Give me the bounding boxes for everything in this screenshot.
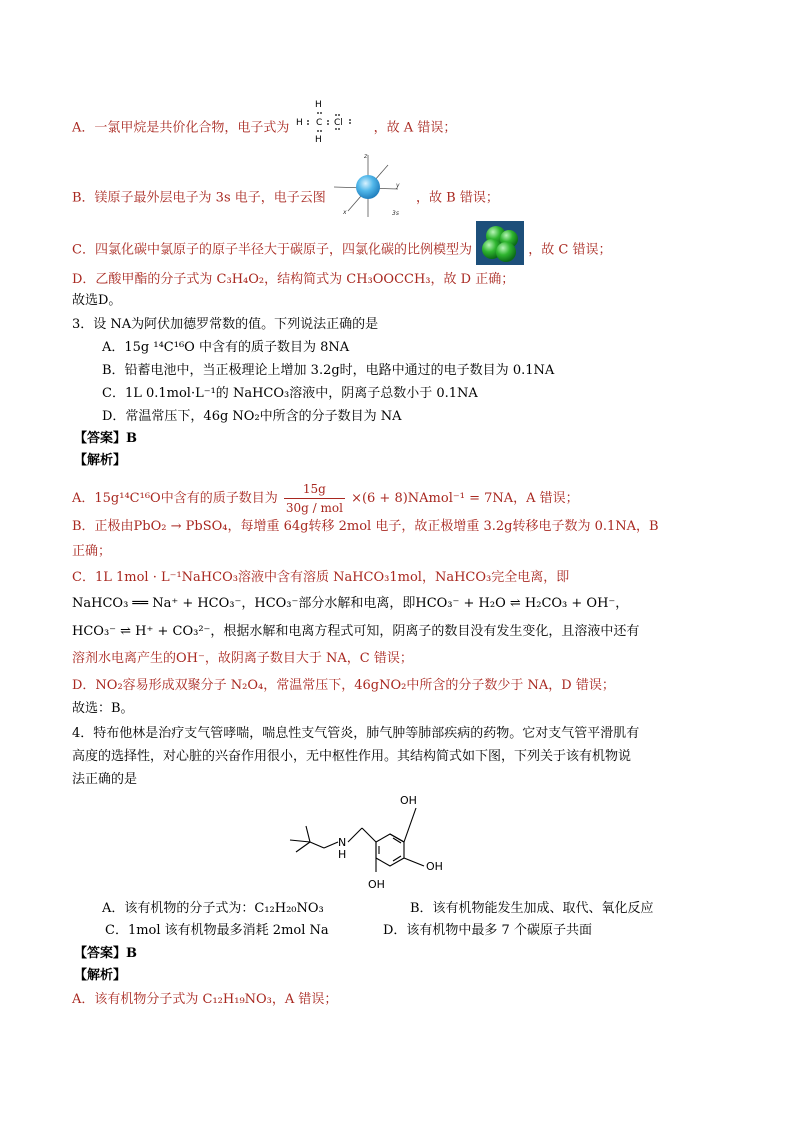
mol-h: H bbox=[338, 848, 347, 861]
ccl4-space-filling-model-icon bbox=[476, 221, 524, 265]
q4-stem-2: 高度的选择性，对心脏的兴奋作用很小，无中枢性作用。其结构简式如下图，下列关于该有机物说 bbox=[72, 749, 632, 764]
q4-analysis-label: 【解析】 bbox=[74, 968, 127, 983]
q3-option-b: B．铅蓄电池中，当正极理论上增加 3.2g时，电路中通过的电子数目为 0.1NA bbox=[102, 363, 555, 378]
axis-y: y bbox=[395, 182, 400, 189]
q4-answer: 【答案】B bbox=[74, 946, 137, 961]
q4-option-d: D．该有机物中最多 7 个碳原子共面 bbox=[383, 923, 592, 938]
q2-analysis-a: A．一氯甲烷是共价化合物，电子式为 H H C Cl H ，故 A 错误； bbox=[72, 100, 457, 144]
terbutaline-structure bbox=[286, 790, 466, 896]
q3-analysis-c4: 溶剂水电离产生的OH⁻，故阴离子数目大于 NA，C 错误； bbox=[72, 651, 413, 666]
lewis-h-top: H bbox=[314, 100, 322, 110]
mol-n: N bbox=[338, 836, 347, 849]
q3-option-c: C．1L 0.1mol·L⁻¹的 NaHCO₃溶液中，阴离子总数小于 0.1NA bbox=[102, 386, 478, 401]
fraction: $\frac{15g}{\text{30g / mol}}$ bbox=[285, 482, 343, 515]
q3-analysis-c3: HCO₃⁻ ⇌ H⁺ + CO₃²⁻，根据水解和电离方程式可知，阴离子的数目没有发生变化，且溶液中还有 bbox=[72, 624, 640, 639]
orbital-label: 3s bbox=[391, 210, 399, 217]
mol-oh-right: OH bbox=[426, 860, 443, 873]
s-orbital-cloud-icon bbox=[330, 151, 412, 221]
q3-stem: 3．设 NA为阿伏加德罗常数的值。下列说法正确的是 bbox=[72, 317, 379, 332]
q4-option-a: A．该有机物的分子式为：C₁₂H₂₀NO₃ bbox=[102, 901, 324, 916]
q4-stem-1: 4．特布他林是治疗支气管哮喘，喘息性支气管炎，肺气肿等肺部疾病的药物。它对支气管平滑肌有 bbox=[72, 726, 640, 741]
q2-analysis-b: B．镁原子最外层电子为 3s 电子，电子云图 z y x 3s ，故 B 错误； bbox=[72, 175, 499, 221]
q3-analysis-b1: B．正极由PbO₂ → PbSO₄，每增重 64g转移 2mol 电子，故正极增重 3.2g转移电子数为 0.1NA，B bbox=[72, 519, 659, 534]
axis-z: z bbox=[363, 153, 368, 160]
q3-analysis-label: 【解析】 bbox=[74, 453, 127, 468]
q3-analysis-b2: 正确； bbox=[72, 544, 112, 559]
lewis-cl: Cl bbox=[333, 118, 343, 128]
q4-analysis-a: A．该有机物分子式为 C₁₂H₁₉NO₃，A 错误； bbox=[72, 992, 338, 1007]
lewis-h-bottom: H bbox=[314, 135, 322, 144]
q3-analysis-c2: NaHCO₃ ══ Na⁺ + HCO₃⁻，HCO₃⁻部分水解和电离，即HCO₃⁻ + H₂O ⇌ H₂CO₃ + OH⁻， bbox=[72, 596, 629, 611]
q4-option-c: C．1mol 该有机物最多消耗 2mol Na bbox=[105, 923, 329, 938]
q3-analysis-c1: C．1L 1mol · L⁻¹NaHCO₃溶液中含有溶质 NaHCO₃1mol，NaHCO₃完全电离，即 bbox=[72, 570, 570, 585]
mol-oh-bottom: OH bbox=[368, 878, 385, 891]
q3-analysis-a: A．15g¹⁴C¹⁶O中含有的质子数目为 $\frac{15g}{\text{30g / mol}}$ ×(6 + 8)NAmol⁻¹ = 7NA，A 错误； bbox=[72, 482, 579, 515]
lewis-structure-icon bbox=[294, 98, 370, 144]
q2-analysis-c: C．四氯化碳中氯原子的原子半径大于碳原子，四氯化碳的比例模型为 ，故 C 错误； bbox=[72, 235, 611, 265]
q2-analysis-d: D．乙酸甲酯的分子式为 C₃H₄O₂，结构简式为 CH₃OOCCH₃，故 D 正确； bbox=[72, 272, 515, 287]
q3-analysis-d: D．NO₂容易形成双聚分子 N₂O₄，常温常压下，46gNO₂中所含的分子数少于 NA，D 错误； bbox=[72, 678, 615, 693]
axis-x: x bbox=[342, 209, 347, 216]
q4-option-b: B．该有机物能发生加成、取代、氧化反应 bbox=[410, 901, 654, 916]
q3-answer: 【答案】B bbox=[74, 431, 137, 446]
q3-option-a: A．15g ¹⁴C¹⁶O 中含有的质子数目为 8NA bbox=[102, 340, 350, 355]
q2-choose: 故选D。 bbox=[72, 293, 122, 308]
lewis-h-left: H bbox=[295, 118, 303, 128]
q4-stem-3: 法正确的是 bbox=[72, 772, 138, 787]
q3-choose: 故选：B。 bbox=[72, 701, 134, 716]
lewis-c: C bbox=[315, 118, 322, 128]
mol-oh-top: OH bbox=[400, 794, 417, 807]
q3-option-d: D．常温常压下，46g NO₂中所含的分子数目为 NA bbox=[102, 409, 402, 424]
